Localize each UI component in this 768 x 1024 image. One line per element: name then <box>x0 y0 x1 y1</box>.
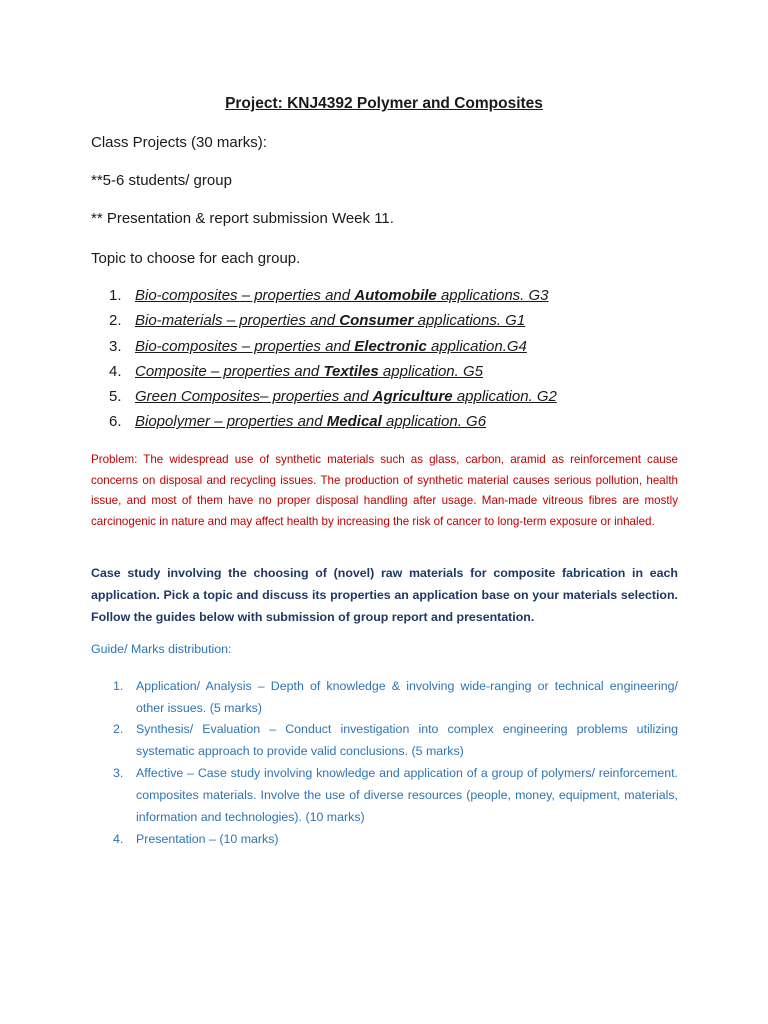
topic-text <box>135 388 557 405</box>
guide-text: Synthesis/ Evaluation – Conduct investigation into complex engineering problems utilizing systematic approach to provide valid conclusions. (5 marks) <box>136 722 678 758</box>
topic-text-post: applications. G1 <box>413 312 526 330</box>
class-projects-line: Class Projects (30 marks): <box>91 134 267 151</box>
topic-text-pre: Bio-composites – properties and <box>135 337 355 355</box>
guide-text: Application/ Analysis – Depth of knowledge & involving wide-ranging or technical engineering/ other issues. (5 marks) <box>136 679 678 715</box>
topic-text <box>135 287 549 304</box>
topic-number: 6. <box>109 413 122 431</box>
topic-number: 3. <box>109 337 122 355</box>
topic-text-post: application. G2 <box>452 388 557 406</box>
topic-item <box>109 363 557 388</box>
topic-application: Automobile <box>354 287 437 304</box>
guide-heading: Guide/ Marks distribution: <box>91 642 232 656</box>
guide-number: 4. <box>113 832 124 846</box>
topic-text <box>135 338 527 355</box>
topic-text <box>135 413 486 430</box>
topic-item <box>109 388 557 413</box>
topic-text <box>135 363 483 380</box>
guide-item <box>113 719 678 763</box>
topic-number: 5. <box>109 388 122 406</box>
topic-application: Agriculture <box>372 388 453 406</box>
topic-item <box>109 338 557 363</box>
topic-application: Electronic <box>354 337 427 355</box>
guide-number: 1. <box>113 679 124 693</box>
topic-item <box>109 287 557 312</box>
guide-item <box>113 763 678 829</box>
topic-item <box>109 413 557 438</box>
guide-text: Presentation – (10 marks) <box>136 832 279 846</box>
topic-text-pre: Biopolymer – properties and <box>135 413 327 431</box>
guide-text: Affective – Case study involving knowledge and application of a group of polymers/ reinforcement. composites materials. Involve the use of diverse resources (people, money, equipment, materials, information and technologies). (10 marks) <box>136 766 678 824</box>
case-study-paragraph: Case study involving the choosing of (novel) raw materials for composite fabrication in each application. Pick a topic and discuss its properties an application base on your materials selection. Follow the guides below with submission of group report and presentation. <box>91 566 678 624</box>
guide-number: 3. <box>113 766 124 780</box>
topic-number: 4. <box>109 362 122 380</box>
topic-text-pre: Composite – properties and <box>135 362 324 380</box>
topic-text-post: applications. G3 <box>436 287 549 304</box>
problem-statement: Problem: The widespread use of synthetic materials such as glass, carbon, aramid as reinforcement cause concerns on disposal and recycling issues. The production of synthetic material causes serious pollution, health issue, and most of them have no proper disposal handling after usage. Man-made vitreous fibres are mostly carcinogenic in nature and may affect health by increasing the risk of cancer to long-term exposure or inhaled. <box>91 453 678 528</box>
guide-item <box>113 829 678 851</box>
topic-application: Textiles <box>323 362 379 380</box>
topic-number: 1. <box>109 287 122 304</box>
guide-list <box>113 676 678 851</box>
topic-intro-line: Topic to choose for each group. <box>91 250 301 267</box>
topic-text-pre: Green Composites– properties and <box>135 388 373 406</box>
topic-text <box>135 312 525 329</box>
topic-item <box>109 312 557 337</box>
topic-text-post: application.G4 <box>426 337 527 355</box>
submission-line: ** Presentation & report submission Week 11. <box>91 210 394 227</box>
topic-text-pre: Bio-materials – properties and <box>135 312 340 330</box>
students-per-group-line: **5-6 students/ group <box>91 172 232 189</box>
guide-item <box>113 676 678 719</box>
topic-text-post: application. G5 <box>378 362 483 380</box>
topic-application: Medical <box>326 413 382 431</box>
topic-application: Consumer <box>339 312 414 330</box>
topic-text-pre: Bio-composites – properties and <box>135 287 355 304</box>
topic-list <box>109 287 557 439</box>
guide-number: 2. <box>113 722 124 736</box>
page-title: Project: KNJ4392 Polymer and Composites <box>225 95 543 112</box>
topic-number: 2. <box>109 312 122 330</box>
topic-text-post: application. G6 <box>381 413 487 431</box>
